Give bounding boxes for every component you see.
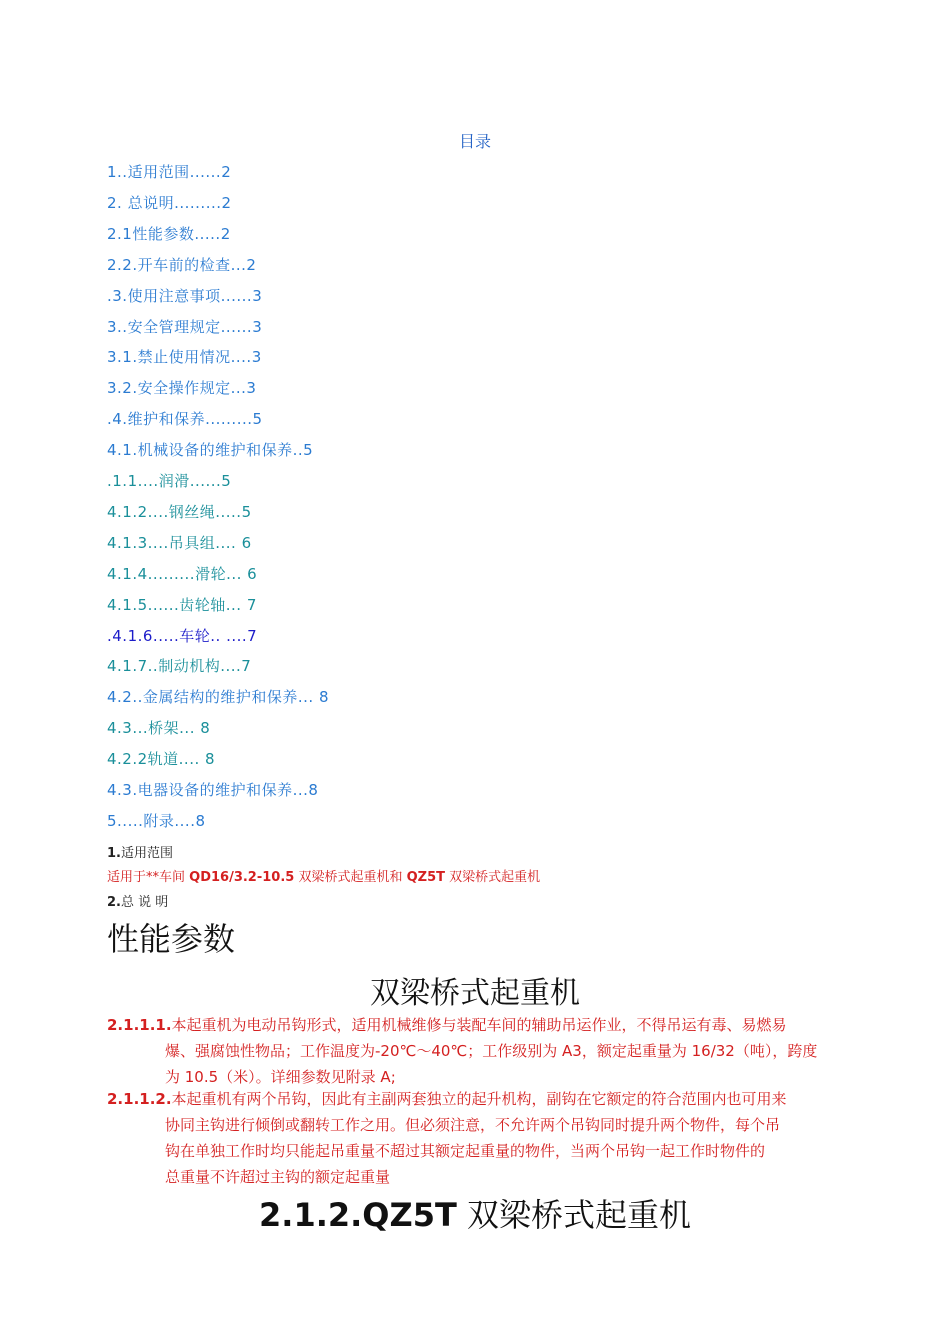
toc-item[interactable]: 4.3...桥架... 8 <box>107 719 211 738</box>
paragraph-line-2: 爆、强腐蚀性物品；工作温度为-20℃～40℃；工作级别为 A3，额定起重量为 16/32（吨），跨度 <box>165 1042 818 1060</box>
paragraph-line-1: 本起重机有两个吊钩，因此有主副两套独立的起升机构，副钩在它额定的符合范围内也可用来 <box>171 1090 787 1108</box>
scope-note-prefix: 适用于**车间 <box>107 870 190 885</box>
scope-note-model-1: QD16/3.2-10.5 <box>189 870 295 885</box>
paragraph-line-1: 本起重机为电动吊钩形式，适用机械维修与装配车间的辅助吊运作业，不得吊运有毒、易燃易 <box>171 1016 787 1034</box>
paragraph-line-4: 总重量不许超过主钩的额定起重量 <box>165 1168 391 1186</box>
toc-item[interactable]: 4.2.2轨道.... 8 <box>107 750 216 769</box>
toc-item[interactable]: 2. 总说明.........2 <box>107 193 232 212</box>
scope-note-mid: 双梁桥式起重机和 <box>294 870 407 885</box>
section-2-heading <box>107 891 168 910</box>
qz5t-heading <box>0 1190 950 1236</box>
toc-item[interactable]: 4.3.电器设备的维护和保养...8 <box>107 781 319 799</box>
section-2-title: 总 说 明 <box>120 895 169 910</box>
toc-item[interactable]: 4.2..金属结构的维护和保养... 8 <box>107 688 330 707</box>
toc-item[interactable]: .4.1.6.....车轮.. ....7 <box>107 626 258 645</box>
toc-title: 目录 <box>458 132 491 151</box>
toc-item[interactable]: 2.1性能参数.....2 <box>107 224 231 243</box>
toc-item[interactable]: 4.1.3....吊具组.... 6 <box>107 533 252 552</box>
paragraph-line-3: 为 10.5（米）。详细参数见附录 A; <box>165 1068 396 1086</box>
paragraph-number: 2.1.1.1. <box>107 1016 172 1034</box>
paragraph-2-1-1-1 <box>107 1012 847 1090</box>
scope-note-model-2: QZ5T <box>406 870 445 885</box>
toc-item[interactable]: 3..安全管理规定......3 <box>107 317 263 336</box>
toc-item[interactable]: 4.1.4.........滑轮... 6 <box>107 564 258 583</box>
scope-note <box>107 866 540 885</box>
toc-item[interactable]: 4.1.2....钢丝绳.....5 <box>107 502 252 521</box>
toc-item[interactable]: 5.....附录....8 <box>107 811 206 830</box>
toc-item[interactable]: 2.2.开车前的检查...2 <box>107 255 257 274</box>
section-1-heading <box>107 842 173 861</box>
paragraph-line-3: 钩在单独工作时均只能起吊重量不超过其额定起重量的物件，当两个吊钩一起工作时物件的 <box>165 1142 766 1160</box>
toc-item[interactable]: 4.1.5......齿轮轴... 7 <box>107 595 257 614</box>
toc-item[interactable]: 1..适用范围......2 <box>107 163 232 181</box>
performance-heading: 性能参数 <box>107 920 236 958</box>
paragraph-line-2: 协同主钩进行倾倒或翻转工作之用。但必须注意，不允许两个吊钩同时提升两个物件，每个吊 <box>165 1116 781 1134</box>
paragraph-2-1-1-2 <box>107 1086 847 1190</box>
crane-heading: 双梁桥式起重机 <box>370 976 580 1011</box>
section-1-number: 1. <box>107 846 121 861</box>
toc-item[interactable]: .4.维护和保养.........5 <box>107 410 263 429</box>
toc-item[interactable]: 4.1.7..制动机构....7 <box>107 657 252 676</box>
toc-item[interactable]: .3.使用注意事项......3 <box>107 286 263 305</box>
toc-item[interactable]: 4.1.机械设备的维护和保养..5 <box>107 441 314 460</box>
scope-note-suffix: 双梁桥式起重机 <box>444 870 541 885</box>
toc-item[interactable]: .1.1....润滑......5 <box>107 472 232 490</box>
qz5t-heading-text: 双梁桥式起重机 <box>456 1196 691 1234</box>
paragraph-number: 2.1.1.2. <box>107 1090 172 1108</box>
section-1-title: 适用范围 <box>120 846 173 861</box>
toc-item[interactable]: 3.1.禁止使用情况....3 <box>107 348 262 367</box>
toc-item[interactable]: 3.2.安全操作规定...3 <box>107 379 257 398</box>
section-2-number: 2. <box>107 895 121 910</box>
qz5t-heading-number: 2.1.2.QZ5T <box>259 1196 457 1234</box>
